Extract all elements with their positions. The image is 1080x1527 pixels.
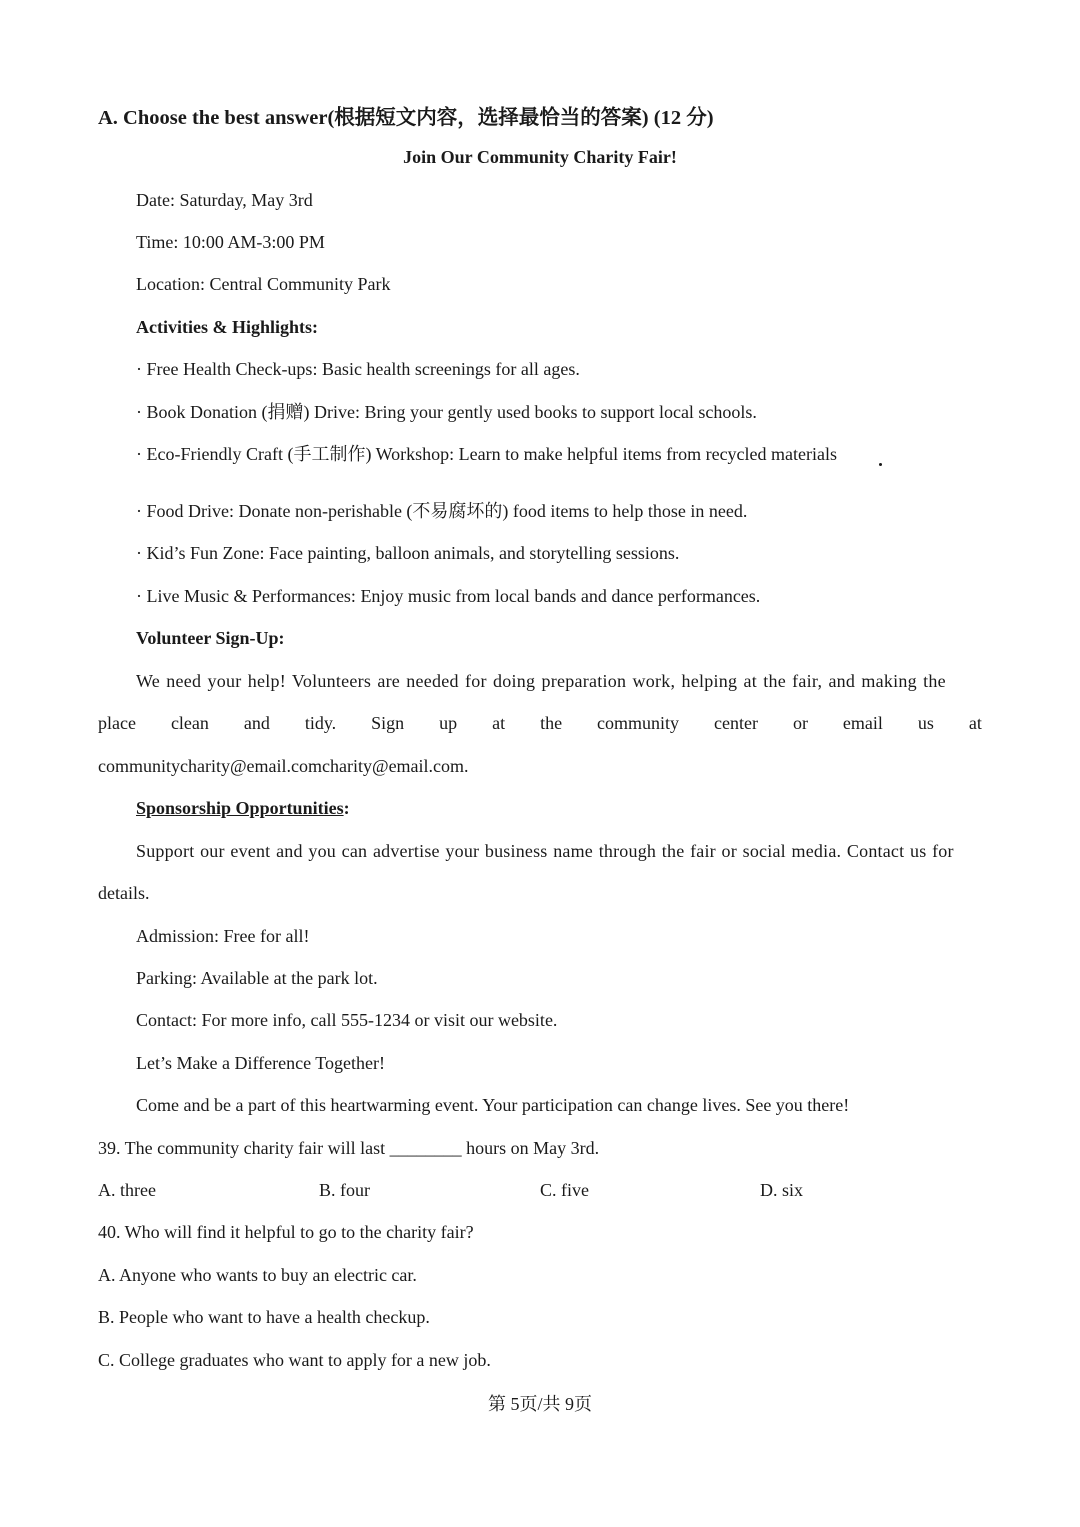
parking-info: Parking: Available at the park lot. bbox=[136, 968, 378, 988]
q40-option-a[interactable]: A. Anyone who wants to buy an electric car. bbox=[98, 1265, 417, 1285]
word: at bbox=[968, 713, 982, 733]
sponsorship-heading: Sponsorship Opportunities bbox=[136, 798, 344, 818]
admission-info: Admission: Free for all! bbox=[136, 926, 310, 946]
activities-heading: Activities & Highlights: bbox=[136, 317, 318, 337]
word: clean bbox=[170, 713, 209, 733]
page-number-footer: 第 5页/共 9页 bbox=[487, 1394, 592, 1414]
activity-item: · Eco-Friendly Craft (手工制作) Workshop: Learn to make helpful items from recycled materials bbox=[136, 444, 838, 464]
question-40-stem: 40. Who will find it helpful to go to the charity fair? bbox=[98, 1222, 474, 1242]
volunteer-paragraph-line: We need your help! Volunteers are needed for doing preparation work, helping at the fair, and making the bbox=[136, 671, 946, 691]
activity-item: · Kid’s Fun Zone: Face painting, balloon animals, and storytelling sessions. bbox=[136, 543, 680, 563]
stray-period-mark bbox=[879, 463, 882, 466]
notice-title: Join Our Community Charity Fair! bbox=[403, 147, 677, 167]
volunteer-heading: Volunteer Sign-Up: bbox=[136, 628, 285, 648]
question-39-stem: 39. The community charity fair will last ________ hours on May 3rd. bbox=[98, 1138, 600, 1158]
sponsorship-paragraph-line: Support our event and you can advertise your business name through the fair or social media. Contact us for bbox=[136, 841, 954, 861]
word: center bbox=[714, 713, 758, 733]
word: and bbox=[243, 713, 270, 733]
activity-item: · Live Music & Performances: Enjoy music from local bands and dance performances. bbox=[136, 586, 761, 606]
activity-item: · Book Donation (捐赠) Drive: Bring your gently used books to support local schools. bbox=[136, 402, 757, 422]
sponsorship-colon: : bbox=[343, 798, 350, 818]
activity-item: · Free Health Check-ups: Basic health screenings for all ages. bbox=[136, 359, 580, 379]
volunteer-email: communitycharity@email.comcharity@email.com. bbox=[98, 756, 469, 776]
volunteer-paragraph-justified-line bbox=[98, 711, 982, 735]
sponsorship-heading-line bbox=[136, 796, 982, 820]
word: at bbox=[492, 713, 506, 733]
slogan: Let’s Make a Difference Together! bbox=[136, 1053, 385, 1073]
word: community bbox=[597, 713, 680, 733]
q39-option-a[interactable]: A. three bbox=[98, 1180, 156, 1200]
q39-option-b[interactable]: B. four bbox=[319, 1180, 370, 1200]
event-date: Date: Saturday, May 3rd bbox=[136, 190, 313, 210]
q40-option-c[interactable]: C. College graduates who want to apply for a new job. bbox=[98, 1350, 491, 1370]
word: up bbox=[439, 713, 458, 733]
event-time: Time: 10:00 AM-3:00 PM bbox=[136, 232, 325, 252]
q40-option-b[interactable]: B. People who want to have a health checkup. bbox=[98, 1307, 430, 1327]
q39-option-d[interactable]: D. six bbox=[760, 1180, 804, 1200]
closing-line: Come and be a part of this heartwarming event. Your participation can change lives. See you there! bbox=[136, 1095, 850, 1115]
section-heading: A. Choose the best answer(根据短文内容，选择最恰当的答案) (12 分) bbox=[98, 107, 714, 129]
sponsorship-paragraph-line: details. bbox=[98, 883, 150, 903]
word: tidy. bbox=[304, 713, 337, 733]
word: or bbox=[792, 713, 808, 733]
contact-info: Contact: For more info, call 555-1234 or visit our website. bbox=[136, 1010, 558, 1030]
word: the bbox=[540, 713, 563, 733]
word: place bbox=[98, 713, 136, 733]
event-location: Location: Central Community Park bbox=[136, 274, 391, 294]
word: Sign bbox=[371, 713, 405, 733]
q39-option-c[interactable]: C. five bbox=[540, 1180, 589, 1200]
word: us bbox=[917, 713, 934, 733]
activity-item: · Food Drive: Donate non-perishable (不易腐坏的) food items to help those in need. bbox=[136, 501, 748, 521]
word: email bbox=[842, 713, 883, 733]
